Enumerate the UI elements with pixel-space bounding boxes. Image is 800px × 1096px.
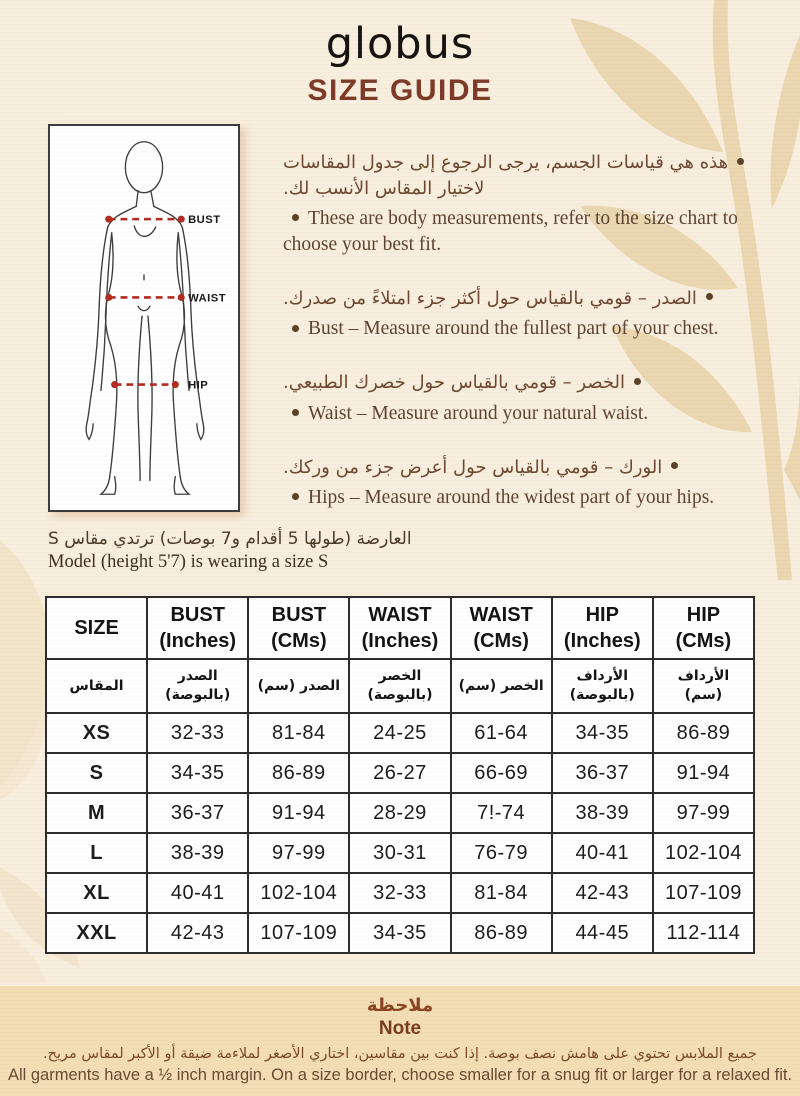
instruction-text: الخصر – قومي بالقياس حول خصرك الطبيعي.: [283, 372, 626, 394]
header-cell-en: [147, 597, 248, 659]
instruction-text: الورك – قومي بالقياس حول أعرض جزء من وركك.: [283, 456, 663, 478]
value-cell: 42-43: [147, 913, 248, 953]
header-line1: BUST: [271, 604, 327, 626]
model-info-en: Model (height 5'7) is wearing a size S: [48, 552, 329, 572]
model-info: [48, 529, 412, 573]
table-row: [46, 793, 754, 833]
table-row: [46, 913, 754, 953]
instruction-item: [283, 206, 755, 258]
header-line1: WAIST: [368, 604, 432, 626]
value-cell: 91-94: [248, 793, 349, 833]
header-line1: HIP: [686, 604, 721, 626]
value-cell: 38-39: [147, 833, 248, 873]
measurement-diagram: [48, 124, 240, 512]
value-cell: 26-27: [349, 753, 450, 793]
size-cell: S: [46, 753, 147, 793]
header-cell-ar: المقاس: [46, 659, 147, 713]
bullet-dot: [292, 493, 299, 500]
size-table-body: [46, 713, 754, 953]
size-cell: L: [46, 833, 147, 873]
value-cell: 76-79: [451, 833, 552, 873]
header-cell-ar: الخصر (بالبوصة): [349, 659, 450, 713]
header-cell-en: [451, 597, 552, 659]
note-title-ar: ملاحظة: [366, 995, 434, 1016]
table-row: [46, 873, 754, 913]
header-line1: SIZE: [74, 617, 119, 639]
instruction-item: [283, 286, 755, 312]
header-cell-ar: الصدر (بالبوصة): [147, 659, 248, 713]
value-cell: 102-104: [653, 833, 754, 873]
table-row: [46, 753, 754, 793]
size-cell: M: [46, 793, 147, 833]
value-cell: 28-29: [349, 793, 450, 833]
value-cell: 86-89: [653, 713, 754, 753]
note-section: [0, 986, 800, 1096]
value-cell: 86-89: [451, 913, 552, 953]
instruction-list: [283, 150, 755, 539]
header-line2: (Inches): [361, 630, 439, 652]
instruction-text: Waist – Measure around your natural waist.: [308, 402, 649, 424]
value-cell: 34-35: [147, 753, 248, 793]
value-cell: 112-114: [653, 913, 754, 953]
bullet-dot: [634, 378, 641, 385]
value-cell: 32-33: [147, 713, 248, 753]
instruction-item: [283, 455, 755, 481]
size-cell: XXL: [46, 913, 147, 953]
hip-label: HIP: [188, 379, 209, 392]
value-cell: 102-104: [248, 873, 349, 913]
value-cell: 61-64: [451, 713, 552, 753]
bullet-dot: [671, 462, 678, 469]
page-title: SIZE GUIDE: [307, 74, 493, 107]
bust-label: BUST: [188, 214, 221, 227]
header-cell-en: [349, 597, 450, 659]
table-header-row-ar: [46, 659, 754, 713]
value-cell: 81-84: [248, 713, 349, 753]
value-cell: 44-45: [552, 913, 653, 953]
header-cell-en: [248, 597, 349, 659]
header-cell-ar: الأرداف (بالبوصة): [552, 659, 653, 713]
value-cell: 97-99: [248, 833, 349, 873]
instruction-text: الصدر – قومي بالقياس حول أكثر جزء امتلاءً من صدرك.: [283, 287, 697, 309]
instruction-text: Hips – Measure around the widest part of your hips.: [308, 487, 715, 509]
instruction-item: [283, 316, 755, 342]
brand-logo: globus: [325, 19, 475, 69]
table-row: [46, 713, 754, 753]
value-cell: 38-39: [552, 793, 653, 833]
instruction-item: [283, 370, 755, 396]
value-cell: 36-37: [147, 793, 248, 833]
value-cell: 81-84: [451, 873, 552, 913]
header-cell-en: [552, 597, 653, 659]
header-cell-en: [653, 597, 754, 659]
bullet-dot: [706, 293, 713, 300]
header-line1: WAIST: [469, 604, 533, 626]
instruction-item: [283, 150, 755, 201]
instruction-text: These are body measurements, refer to the size chart to choose your best fit.: [283, 208, 738, 256]
value-cell: 36-37: [552, 753, 653, 793]
table-header-row-en: [46, 597, 754, 659]
value-cell: 30-31: [349, 833, 450, 873]
value-cell: 34-35: [552, 713, 653, 753]
header-line2: (Inches): [159, 630, 237, 652]
figure-illustration: [50, 126, 238, 510]
bullet-dot: [292, 409, 299, 416]
value-cell: 86-89: [248, 753, 349, 793]
note-body-ar: جميع الملابس تحتوي على هامش نصف بوصة. إذا كنت بين مقاسين، اختاري الأصغر لملاءمة ضيقة أو الأكبر لمقاس مريح.: [43, 1046, 757, 1062]
bullet-dot: [292, 214, 299, 221]
bullet-dot: [292, 325, 299, 332]
waist-label: WAIST: [188, 292, 227, 305]
value-cell: 40-41: [552, 833, 653, 873]
value-cell: 107-109: [248, 913, 349, 953]
value-cell: 107-109: [653, 873, 754, 913]
header-line1: BUST: [170, 604, 225, 626]
instruction-text: هذه هي قياسات الجسم، يرجى الرجوع إلى جدول المقاسات لاختيار المقاس الأنسب لك.: [283, 152, 729, 199]
value-cell: 32-33: [349, 873, 450, 913]
header-cell-ar: الصدر (سم): [248, 659, 349, 713]
header-line2: (CMs): [675, 630, 732, 652]
header-cell-ar: الأرداف (سم): [653, 659, 754, 713]
value-cell: 24-25: [349, 713, 450, 753]
header-line1: HIP: [585, 604, 619, 626]
instruction-text: Bust – Measure around the fullest part of your chest.: [308, 318, 719, 340]
header-line2: (CMs): [473, 630, 529, 652]
header-line2: (CMs): [271, 630, 327, 652]
instruction-item: [283, 401, 755, 427]
bullet-dot: [737, 158, 744, 165]
note-body-en: All garments have a ½ inch margin. On a size border, choose smaller for a snug fit or larger for a relaxed fit.: [7, 1066, 793, 1084]
size-table: [45, 596, 755, 954]
instruction-item: [283, 485, 755, 511]
header-line2: (Inches): [563, 630, 641, 652]
value-cell: 40-41: [147, 873, 248, 913]
note-title-en: Note: [378, 1018, 422, 1039]
size-cell: XS: [46, 713, 147, 753]
value-cell: 97-99: [653, 793, 754, 833]
value-cell: 34-35: [349, 913, 450, 953]
model-info-ar: العارضة (طولها 5 أقدام و7 بوصات) ترتدي مقاس S: [48, 529, 412, 549]
value-cell: 42-43: [552, 873, 653, 913]
value-cell: 66-69: [451, 753, 552, 793]
value-cell: 7!-74: [451, 793, 552, 833]
value-cell: 91-94: [653, 753, 754, 793]
header-cell-en: [46, 597, 147, 659]
header-cell-ar: الخصر (سم): [451, 659, 552, 713]
table-row: [46, 833, 754, 873]
size-cell: XL: [46, 873, 147, 913]
